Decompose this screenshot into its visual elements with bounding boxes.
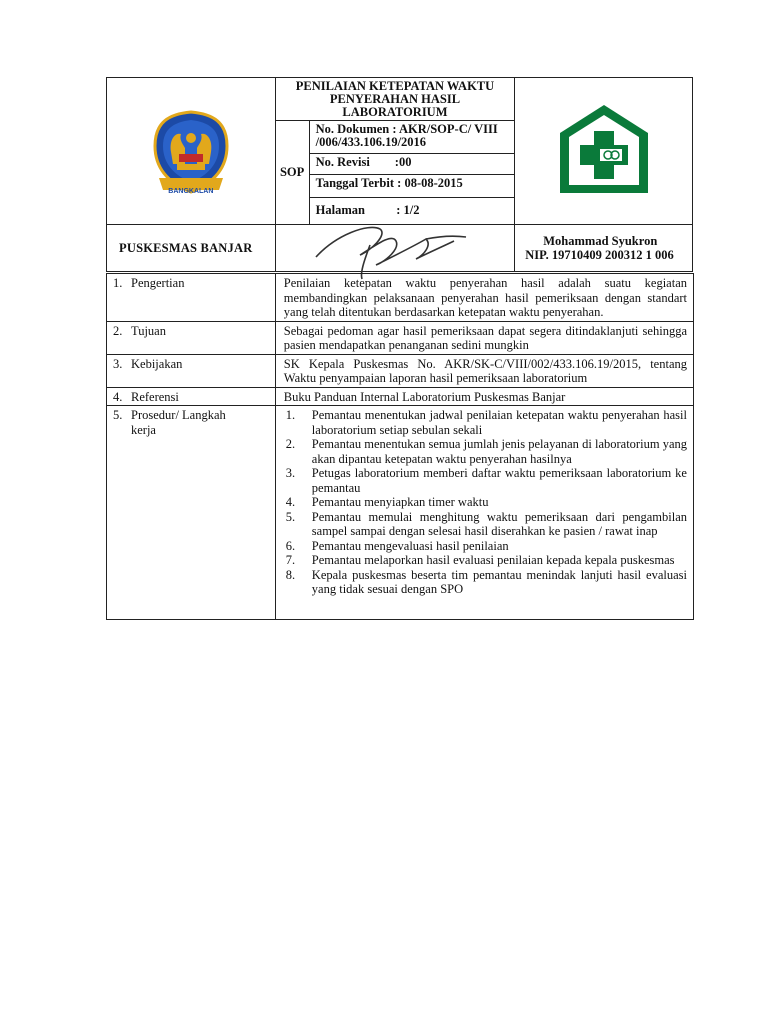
list-item: 4. Pemantau menyiapkan timer waktu [285,495,489,509]
signer-nip: NIP. 19710409 200312 1 006 [525,248,674,262]
row-label-text: Tujuan [131,323,166,338]
unit-name: PUSKESMAS BANJAR [107,225,276,272]
meta-no-revisi [309,154,515,175]
row-number: 2. [113,323,123,338]
meta-label: No. Revisi [315,155,370,169]
meta-value: 00 [398,155,412,169]
list-item: 5. Pemantau memulai menghitung waktu pemeriksaan dari pengambilan sampel sampai dengan selesai hasil diserahkan ke pasien / rawat inap [285,509,687,538]
meta-sep: : [394,176,405,190]
meta-sep: : [364,203,404,217]
meta-label: Halaman [315,203,365,217]
row-label [107,387,276,406]
table-row [107,354,694,387]
row-number: 3. [113,356,123,371]
meta-value: 1/2 [403,203,420,217]
row-label [107,406,276,620]
regency-logo-text: BANGKALAN [168,187,214,195]
row-label [107,321,276,354]
table-row [107,274,694,322]
table-row [107,387,694,406]
sop-label: SOP [275,121,309,225]
regency-logo-cell [107,78,276,225]
sop-header-table [106,77,693,272]
document-title: PENILAIAN KETEPATAN WAKTU PENYERAHAN HASIL LABORATORIUM [275,78,515,121]
row-value: Sebagai pedoman agar hasil pemeriksaan dapat segera ditindaklanjuti sehingga pasien mendapatkan penanganan sedini mungkin [275,321,693,354]
signature-cell [275,225,515,272]
bangkalan-emblem-icon [149,108,233,200]
meta-label: Tanggal Terbit [315,176,395,190]
row-label [107,354,276,387]
row-value: Penilaian ketepatan waktu penyerahan hasil adalah suatu kegiatan membandingkan pelaksanaan penyerahan hasil pemeriksaan dengan standart yang telah ditentukan berdasarkan ketepatan waktu penyerahan. [275,274,693,322]
puskesmas-logo-icon [548,101,660,197]
row-label-text: Kebijakan [131,356,183,371]
procedure-steps [275,406,693,620]
table-row [107,321,694,354]
signature-icon [276,215,516,281]
row-label-text: Pengertian [131,276,185,290]
row-value: Buku Panduan Internal Laboratorium Puskesmas Banjar [275,387,693,406]
row-number: 1. [113,276,123,290]
meta-value: 08-08-2015 [404,176,463,190]
signer-cell [515,225,693,272]
list-item: 8. Kepala puskesmas beserta tim pemantau menindak lanjuti hasil evaluasi yang tidak sesuai dengan SPO [285,567,687,596]
signer-name: Mohammad Syukron [543,234,658,248]
row-value: SK Kepala Puskesmas No. AKR/SK-C/VIII/002/433.106.19/2015, tentang Waktu penyampaian laporan hasil pemeriksaan laboratorium [275,354,693,387]
puskesmas-logo-cell [515,78,693,225]
list-item: 7. Pemantau melaporkan hasil evaluasi penilaian kepada kepala puskesmas [285,553,675,567]
meta-sep: : [389,122,399,136]
row-label-text: Referensi [131,389,179,404]
list-item: 1. Pemantau menentukan jadwal penilaian ketepatan waktu penyerahan hasil laboratorium setiap sebulan sekali [285,408,687,437]
row-label [107,274,276,322]
list-item: 6. Pemantau mengevaluasi hasil penilaian [285,538,509,553]
meta-no-dokumen [309,121,515,154]
list-item: 3. Petugas laboratorium memberi daftar waktu pemeriksaan laboratorium ke pemantau [285,466,687,495]
meta-sep: : [369,155,399,169]
meta-label: No. Dokumen [315,122,390,136]
row-number: 4. [113,389,123,404]
meta-tanggal-terbit [309,175,515,198]
sop-body-table [106,273,694,620]
table-row [107,406,694,620]
list-item: 2. Pemantau menentukan semua jumlah jenis pelayanan di laboratorium yang akan dipantau ketepatan waktu penyerahan hasilnya [285,437,687,466]
row-number: 5. [113,408,123,422]
row-label-text: Prosedur/ Langkah kerja [131,408,226,437]
meta-value: AKR/SOP-C/ VIII /006/433.106.19/2016 [315,122,498,149]
